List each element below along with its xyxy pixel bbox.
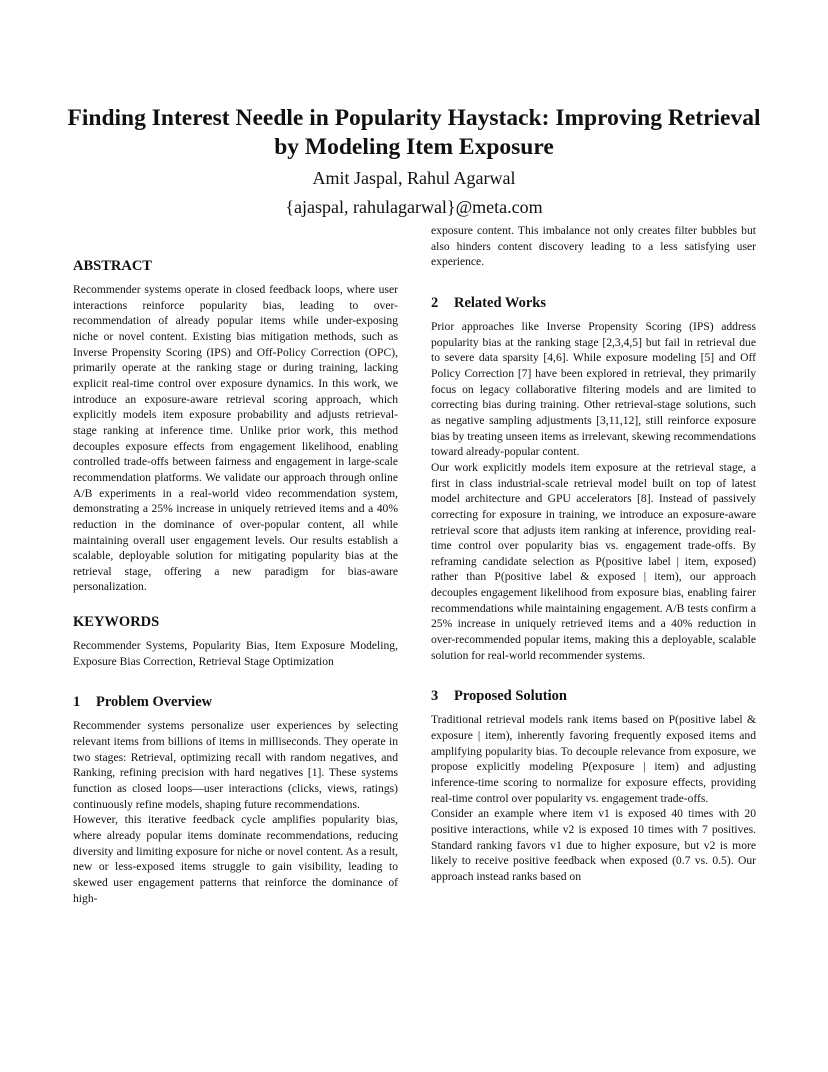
section-1-paragraph-2: However, this iterative feedback cycle amplifies popularity bias, where already popular items dominate recommendations, reducing diversity and limiting exposure for niche or novel content. As a result, new or less-exposed items struggle to gain visibility, leading to skewed user engagement patterns that reinforce the dominance of high- bbox=[73, 813, 398, 905]
paper-authors: Amit Jaspal, Rahul Agarwal bbox=[312, 168, 516, 188]
keywords-heading: KEYWORDS bbox=[73, 614, 160, 631]
abstract-heading: ABSTRACT bbox=[73, 258, 152, 274]
section-3-title: Proposed Solution bbox=[454, 688, 567, 705]
section-1-paragraph-3: exposure content. This imbalance not only creates filter bubbles but also hinders content discovery leading to a less satisfying user experience. bbox=[431, 224, 756, 269]
section-1-paragraph-1: Recommender systems personalize user experiences by selecting relevant items from billions of items in milliseconds. They operate in two stages: Retrieval, optimizing recall with random negatives, and Ranking, refining precision with hard negatives [1]. These systems function as closed loops—user interactions (clicks, views, ratings) continuously refine models, shaping future recommendations. bbox=[73, 719, 398, 811]
left-column bbox=[73, 257, 398, 906]
section-1-heading bbox=[73, 693, 398, 711]
section-1-title: Problem Overview bbox=[96, 694, 213, 711]
section-2-title: Related Works bbox=[454, 294, 546, 311]
section-3-paragraph-1: Traditional retrieval models rank items based on P(positive label & exposure | item), inherently favoring frequently exposed items and amplifying popularity bias. To decouple relevance from exposure, we propose explicitly modeling P(exposure | item) and adjusting inference-time scoring to normalize for exposure effects, providing real-time control over popularity vs. engagement trade-offs. bbox=[431, 713, 756, 805]
section-3-paragraph-2: Consider an example where item v1 is exposed 40 times with 20 positive interactions, while v2 is exposed 10 times with 7 positives. Standard ranking favors v1 due to higher exposure, but v2 is more likely to receive positive feedback when exposed (0.7 vs. 0.5). Our approach instead ranks based on bbox=[431, 807, 756, 883]
paper-title: Finding Interest Needle in Popularity Haystack: Improving Retrieval by Modeling Item Exposure bbox=[67, 105, 761, 160]
section-3-heading bbox=[431, 687, 756, 705]
section-2-paragraph-1: Prior approaches like Inverse Propensity Scoring (IPS) address popularity bias at the ranking stage [2,3,4,5] but fail in retrieval due to severe data sparsity [4,6]. While exposure modeling [5] and Off Policy Correction [7] have been explored in retrieval, they primarily focus on legacy collaborative filtering models and are limited to correcting bias during training. Other retrieval-stage solutions, such as negative sampling adjustments [3,11,12], still reinforce exposure bias by treating unseen items as irrelevant, skewing recommendations toward already-popular content. bbox=[431, 319, 756, 459]
section-2-heading bbox=[431, 294, 756, 312]
section-2-number: 2 bbox=[431, 294, 439, 311]
section-2-paragraph-2: Our work explicitly models item exposure at the retrieval stage, a first in class industrial-scale retrieval model built on top of latest model architecture and GPU accelerators [8]. Instead of passively correcting for exposure in training, we introduce an exposure-aware retrieval score that adjusts item ranking at inference, providing real-time control over popularity bias vs. engagement trade-offs. By reframing candidate selection as P(positive label | item, exposed) rather than P(positive label & exposed | item), our approach decouples engagement likelihood from exposure bias, enabling fairer recommendations while maintaining engagement. A/B tests confirm a 25% increase in uniquely retrieved items and a 40% reduction in over-recommended popular items, making this a deployable, scalable solution for real-world recommender systems. bbox=[431, 460, 756, 662]
keywords-text: Recommender Systems, Popularity Bias, Item Exposure Modeling, Exposure Bias Correction, Retrieval Stage Optimization bbox=[73, 639, 398, 668]
right-column bbox=[431, 223, 756, 885]
section-3-number: 3 bbox=[431, 688, 439, 705]
section-1-number: 1 bbox=[73, 694, 81, 711]
paper-emails: {ajaspal, rahulagarwal}@meta.com bbox=[285, 197, 543, 217]
abstract-text: Recommender systems operate in closed feedback loops, where user interactions reinforce popularity bias, leading to over-recommendation of already popular items while under-exposing niche or novel content. Existing bias mitigation methods, such as Inverse Propensity Scoring (IPS) and Off-Policy Correction (OPC), primarily operate at the ranking stage or during training, lacking explicit real-time control over exposure dynamics. In this work, we introduce an exposure-aware retrieval scoring approach, which explicitly models item exposure probability and adjusts retrieval-stage ranking at inference time. Unlike prior work, this method decouples exposure effects from engagement likelihood, enabling controlled trade-offs between fairness and engagement in large-scale recommendation platforms. We validate our approach through online A/B experiments in a real-world video recommendation system, demonstrating a 25% increase in uniquely retrieved items and a 40% reduction in the dominance of over-popular content, all while maintaining overall user engagement levels. Our results establish a scalable, deployable solution for mitigating popularity bias at the retrieval stage, offering a new paradigm for bias-aware personalization. bbox=[73, 283, 398, 594]
